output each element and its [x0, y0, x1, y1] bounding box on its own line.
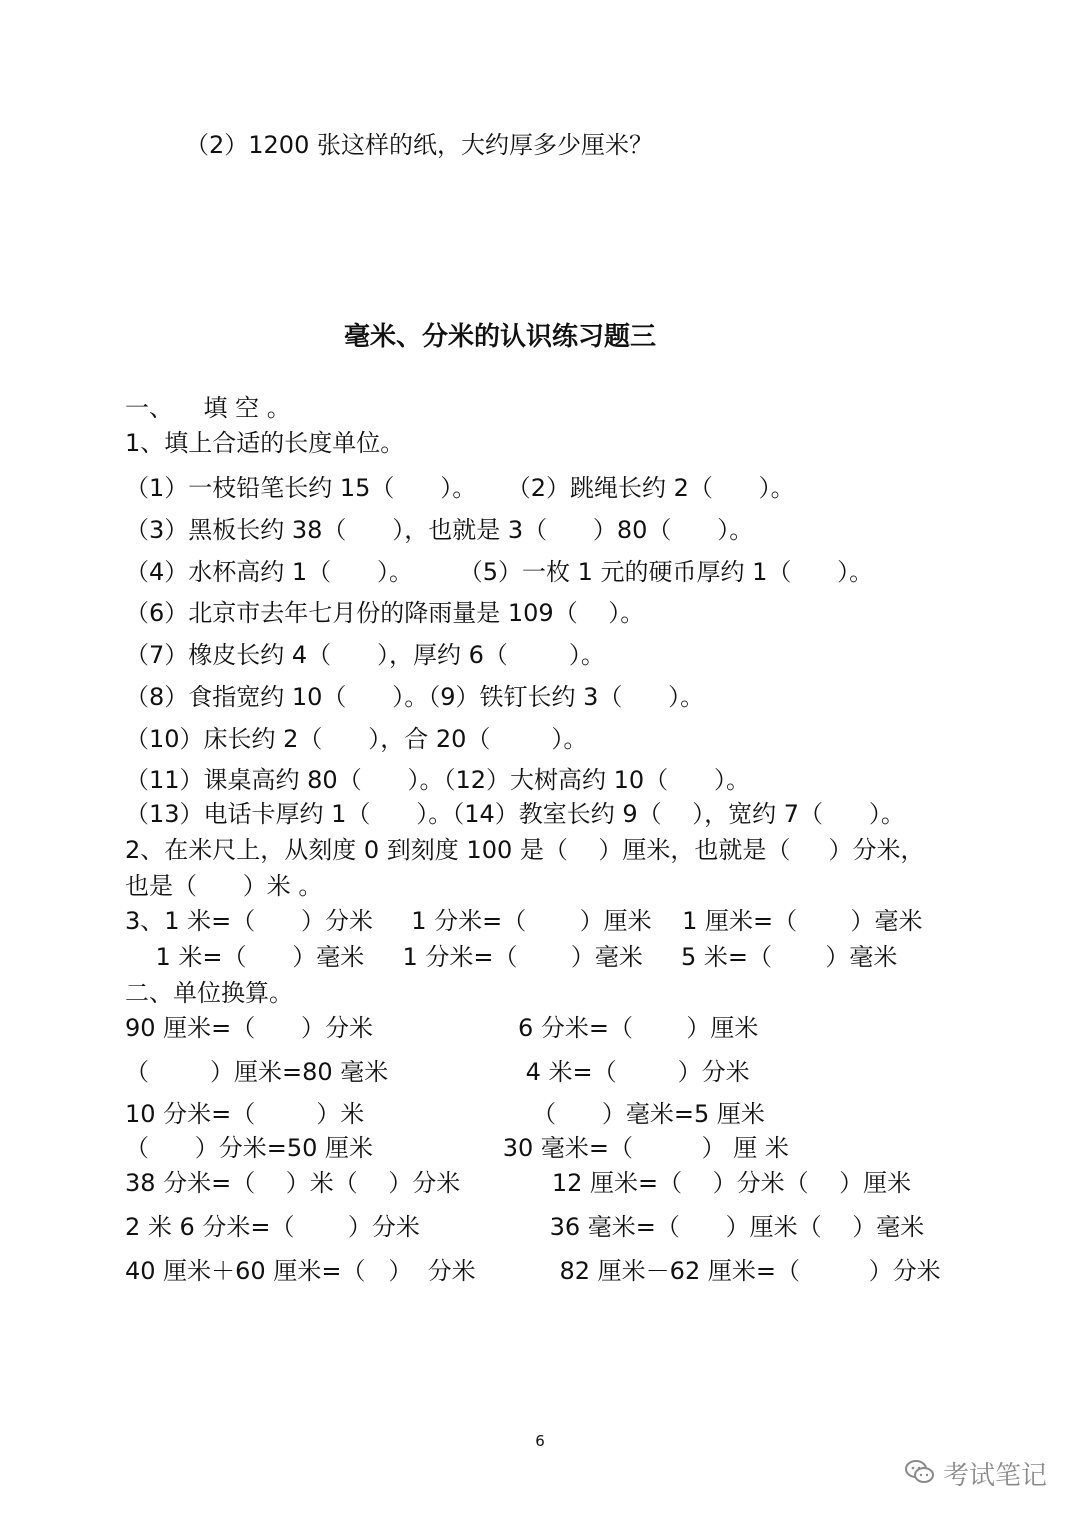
conversion-row: 90 厘米=（ ）分米 6 分米=（ ）厘米: [125, 1014, 759, 1042]
wechat-icon: [905, 1459, 935, 1489]
question-2-continuation: 也是（ ）米 。: [125, 872, 323, 900]
question-line: （4）水杯高约 1（ ）。 （5）一枚 1 元的硬币厚约 1（ ）。: [125, 558, 874, 586]
question-line: （1）一枝铅笔长约 15（ ）。 （2）跳绳长约 2（ ）。: [125, 474, 795, 502]
question-3-line: 1 米=（ ）毫米 1 分米=（ ）毫米 5 米=（ ）毫米: [125, 943, 898, 971]
watermark-text: 考试笔记: [943, 1461, 1048, 1491]
previous-question: （2）1200 张这样的纸，大约厚多少厘米？: [185, 131, 653, 159]
question-1-heading: 1、填上合适的长度单位。: [125, 429, 405, 457]
conversion-row: （ ）厘米=80 毫米 4 米=（ ）分米: [125, 1058, 750, 1086]
question-line: （7）橡皮长约 4（ ），厚约 6（ ）。: [125, 641, 605, 669]
question-line: （3）黑板长约 38（ ），也就是 3（ ）80（ ）。: [125, 516, 754, 544]
question-line: （11）课桌高约 80（ ）。（12）大树高约 10（ ）。: [125, 766, 750, 794]
section-one-heading: 一、 填 空 。: [125, 394, 291, 422]
question-line: （10）床长约 2（ ），合 20（ ）。: [125, 725, 588, 753]
page-title: 毫米、分米的认识练习题三: [343, 322, 656, 352]
conversion-row: （ ）分米=50 厘米 30 毫米=（ ） 厘 米: [125, 1134, 789, 1162]
question-3-line: 3、1 米=（ ）分米 1 分米=（ ）厘米 1 厘米=（ ）毫米: [125, 907, 923, 935]
conversion-row: 10 分米=（ ）米 （ ）毫米=5 厘米: [125, 1100, 765, 1128]
question-2-line: 2、在米尺上，从刻度 0 到刻度 100 是（ ）厘米，也就是（ ）分米，: [125, 836, 925, 864]
question-line: （8）食指宽约 10（ ）。（9）铁钉长约 3（ ）。: [125, 683, 705, 711]
question-line: （13）电话卡厚约 1（ ）。（14）教室长约 9（ ），宽约 7（ ）。: [125, 800, 905, 828]
conversion-row: 2 米 6 分米=（ ）分米 36 毫米=（ ）厘米（ ）毫米: [125, 1213, 925, 1241]
conversion-row: 38 分米=（ ）米（ ）分米 12 厘米=（ ）分米（ ）厘米: [125, 1169, 912, 1197]
page-number: 6: [535, 1432, 545, 1450]
section-two-heading: 二、单位换算。: [125, 979, 293, 1007]
watermark: [905, 1455, 1047, 1492]
question-line: （6）北京市去年七月份的降雨量是 109（ ）。: [125, 599, 645, 627]
conversion-row: 40 厘米＋60 厘米=（ ） 分米 82 厘米－62 厘米=（ ）分米: [125, 1257, 941, 1285]
